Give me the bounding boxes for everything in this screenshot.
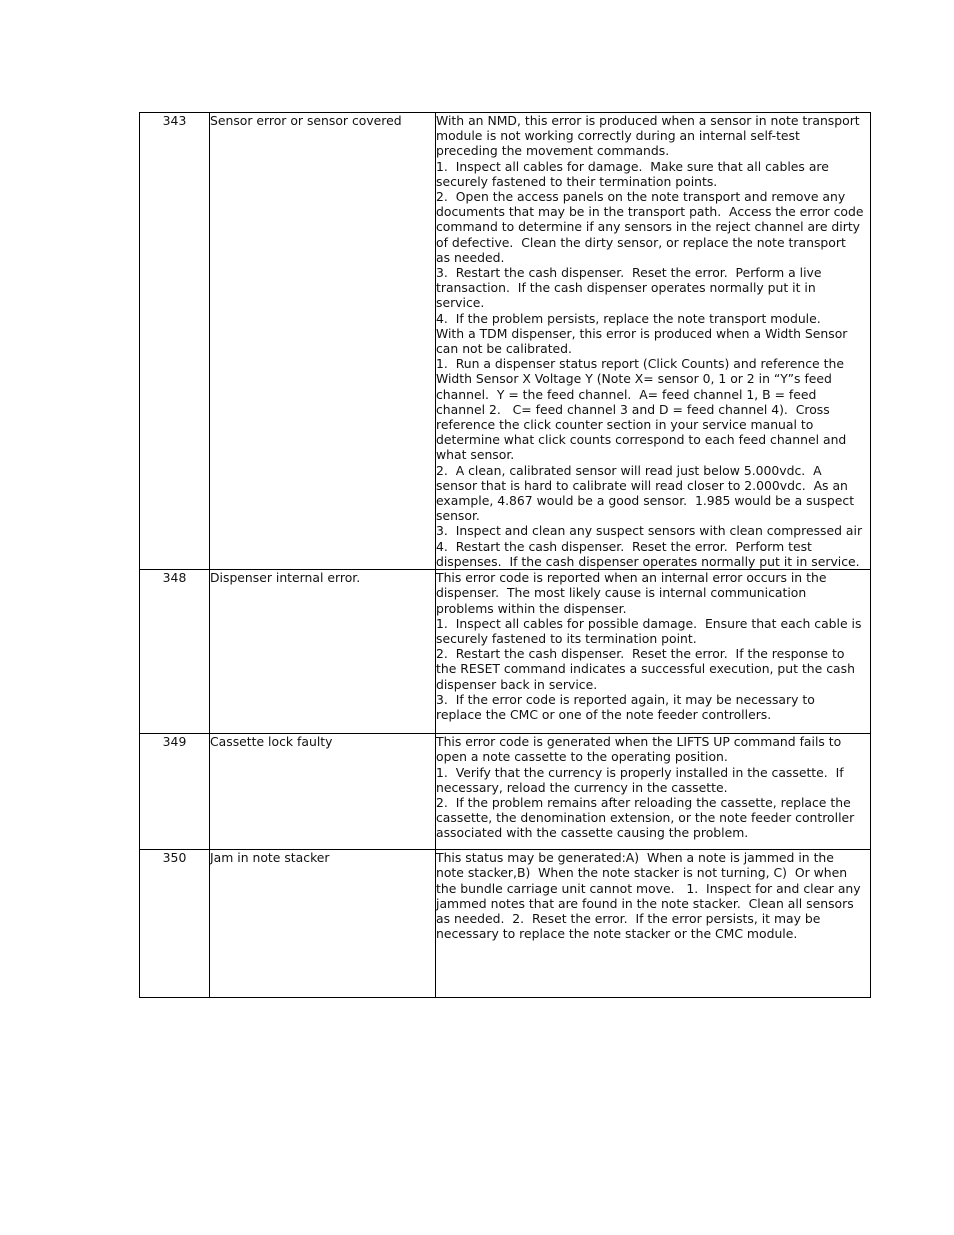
error-code-cell: 350 [140, 850, 210, 998]
action-line: securely fastened to their termination points. [436, 173, 718, 189]
action-line: sensor. [436, 508, 480, 524]
corrective-action-cell [436, 570, 871, 734]
error-code-cell: 348 [140, 570, 210, 734]
error-code-cell: 343 [140, 113, 210, 570]
action-line: command to determine if any sensors in the reject channel are dirty [436, 219, 861, 235]
action-line: note stacker,B) When the note stacker is not turning, C) Or when [436, 865, 848, 881]
action-line: as needed. 2. Reset the error. If the error persists, it may be [436, 910, 821, 926]
action-line: 2. Restart the cash dispenser. Reset the error. If the response to [436, 646, 845, 662]
table-row [140, 113, 871, 570]
action-line: associated with the cassette causing the problem. [436, 825, 749, 841]
action-line: 3. If the error code is reported again, it may be necessary to [436, 691, 815, 707]
action-line: cassette, the denomination extension, or the note feeder controller [436, 810, 855, 826]
action-line: necessary to replace the note stacker or the CMC module. [436, 926, 798, 942]
action-line: jammed notes that are found in the note stacker. Clean all sensors [436, 895, 854, 911]
action-line: open a note cassette to the operating position. [436, 749, 728, 765]
action-line: as needed. [436, 249, 505, 265]
action-line: the RESET command indicates a successful execution, put the cash [436, 661, 855, 677]
action-line: 3. Restart the cash dispenser. Reset the error. Perform a live [436, 265, 822, 281]
action-line: example, 4.867 would be a good sensor. 1.985 would be a suspect [436, 493, 855, 509]
action-line: problems within the dispenser. [436, 600, 627, 616]
action-line: module is not working correctly during an internal self-test [436, 128, 800, 144]
action-line: replace the CMC or one of the note feeder controllers. [436, 706, 772, 722]
action-line: preceding the movement commands. [436, 143, 670, 159]
error-description-cell: Jam in note stacker [210, 850, 436, 998]
action-line: 2. If the problem remains after reloading the cassette, replace the [436, 794, 851, 810]
action-line: Width Sensor X Voltage Y (Note X= sensor 0, 1 or 2 in “Y”s feed [436, 371, 832, 387]
table-row [140, 570, 871, 734]
table-row [140, 734, 871, 850]
error-description-cell: Cassette lock faulty [210, 734, 436, 850]
corrective-action-cell [436, 850, 871, 998]
action-line: dispenser. The most likely cause is internal communication [436, 585, 807, 601]
action-line: determine what click counts correspond to each feed channel and [436, 432, 847, 448]
action-line: 2. A clean, calibrated sensor will read just below 5.000vdc. A [436, 462, 822, 478]
action-line: This error code is reported when an internal error occurs in the [436, 570, 827, 586]
action-line: 3. Inspect and clean any suspect sensors with clean compressed air [436, 523, 863, 539]
action-line: dispenses. If the cash dispenser operates normally put it in service. [436, 553, 860, 569]
action-line: channel. Y = the feed channel. A= feed channel 1, B = feed [436, 386, 817, 402]
error-code-table [139, 112, 871, 998]
error-code-cell: 349 [140, 734, 210, 850]
error-description-cell: Dispenser internal error. [210, 570, 436, 734]
action-line: dispenser back in service. [436, 676, 598, 692]
action-line: the bundle carriage unit cannot move. 1. Inspect for and clear any [436, 880, 861, 896]
action-line: can not be calibrated. [436, 341, 572, 357]
action-line: 1. Inspect all cables for damage. Make sure that all cables are [436, 158, 829, 174]
action-line: documents that may be in the transport path. Access the error code [436, 204, 864, 220]
action-line: With an NMD, this error is produced when a sensor in note transport [436, 113, 860, 128]
table-row [140, 850, 871, 998]
corrective-action-cell [436, 734, 871, 850]
action-line: channel 2. C= feed channel 3 and D = feed channel 4). Cross [436, 401, 830, 417]
action-line: This error code is generated when the LIFTS UP command fails to [436, 734, 842, 750]
action-line: 1. Inspect all cables for possible damage. Ensure that each cable is [436, 615, 862, 631]
error-description-cell: Sensor error or sensor covered [210, 113, 436, 570]
corrective-action-cell [436, 113, 871, 570]
action-line: 4. If the problem persists, replace the note transport module. [436, 310, 821, 326]
action-line: transaction. If the cash dispenser operates normally put it in [436, 280, 816, 296]
action-line: 4. Restart the cash dispenser. Reset the error. Perform test [436, 538, 812, 554]
action-line: This status may be generated:A) When a note is jammed in the [436, 850, 834, 866]
action-line: 1. Verify that the currency is properly installed in the cassette. If [436, 764, 844, 780]
action-line: With a TDM dispenser, this error is produced when a Width Sensor [436, 325, 848, 341]
action-line: of defective. Clean the dirty sensor, or replace the note transport [436, 234, 846, 250]
action-line: sensor that is hard to calibrate will read closer to 2.000vdc. As an [436, 477, 848, 493]
action-line: what sensor. [436, 447, 515, 463]
action-line: securely fastened to its termination point. [436, 630, 697, 646]
action-line: reference the click counter section in your service manual to [436, 417, 814, 433]
action-line: service. [436, 295, 485, 311]
action-line: 1. Run a dispenser status report (Click Counts) and reference the [436, 356, 844, 372]
action-line: necessary, reload the currency in the cassette. [436, 779, 728, 795]
action-line: 2. Open the access panels on the note transport and remove any [436, 189, 846, 205]
